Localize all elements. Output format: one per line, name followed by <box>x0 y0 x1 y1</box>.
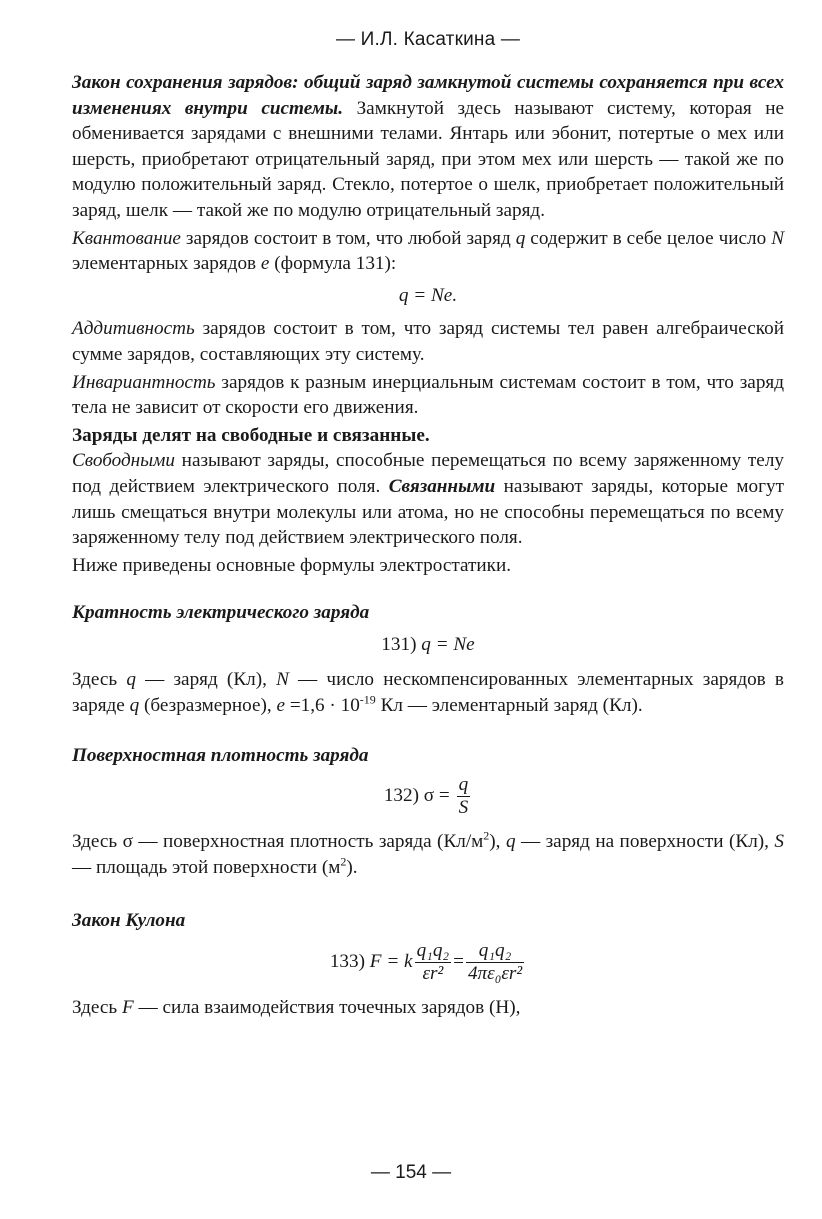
paragraph-additivity <box>72 316 784 367</box>
fraction-denominator: 4πε₀εr² <box>467 963 523 985</box>
equation-number: 132) <box>383 785 419 807</box>
paragraph-conservation-law <box>72 70 784 224</box>
exponent: 2 <box>340 854 347 869</box>
fraction-numerator: q <box>458 774 469 796</box>
fraction-q-over-s <box>457 774 471 819</box>
symbol-N: N <box>276 669 289 691</box>
paragraph-charge-types: Заряды делят на свободные и связанные. <box>72 424 430 446</box>
fraction-numerator: q₁q₂ <box>466 940 524 963</box>
section-title-132: Поверхностная плотность заряда <box>72 744 369 766</box>
text-segment: (безразмерное), <box>139 695 277 717</box>
fraction-coulomb-1 <box>415 940 452 985</box>
text-segment: =1,6 · 10 <box>285 695 360 717</box>
symbol-q: q <box>515 227 526 249</box>
symbol-N: N <box>771 227 785 249</box>
equals-sign: = <box>453 950 464 972</box>
text-segment: элементарных зарядов <box>72 253 261 275</box>
paragraph-free-bound <box>72 448 784 550</box>
text-segment: Кл — элементарный заряд (Кл). <box>375 695 643 717</box>
equation-131 <box>72 632 784 658</box>
text-segment: зарядов состоит в том, что любой заряд <box>180 227 516 249</box>
description-131 <box>72 667 784 718</box>
text-segment: Здесь <box>72 997 122 1019</box>
description-132 <box>72 829 784 880</box>
running-header: — И.Л. Касаткина — <box>335 29 521 50</box>
equation-133 <box>72 940 784 985</box>
text-segment: — заряд на поверхности (Кл), <box>515 831 775 853</box>
term-free: Свободными <box>72 450 176 472</box>
page-content <box>72 28 784 1021</box>
term-quantization: Квантование <box>72 227 181 249</box>
conservation-law-text: Замкнутой здесь называют систему, которая не обменивается зарядами с внешними телами. Янтарь или эбонит, потертые о мех или шерсть, приобретают отрицательный заряд, при этом мех или шерсть — такой же по модулю положительный заряд. Стекло, потертое о шелк, приобретает положительный заряд, шелк — такой же по модулю отрицательный заряд. <box>72 97 784 221</box>
text-segment: называют заряды, способные перемещаться по всему заряженному телу под действием электрического поля. <box>72 450 784 497</box>
equation-number: 133) <box>329 950 365 972</box>
symbol-e: e <box>276 695 286 717</box>
section-title-131: Кратность электрического заряда <box>72 602 370 624</box>
text-segment: ). <box>346 856 358 878</box>
equation-lhs: F = k <box>369 950 413 972</box>
symbol-q: q <box>505 831 516 853</box>
formula-q-equals-ne: q = Ne. <box>398 284 458 306</box>
symbol-q: q <box>129 695 140 717</box>
symbol-S: S <box>774 831 784 853</box>
term-invariance: Инвариантность <box>72 371 216 393</box>
text-segment: ), <box>489 831 506 853</box>
text-segment: зарядов состоит в том, что заряд системы тел равен алгебраической сумме зарядов, составляющих эту систему. <box>72 318 784 365</box>
conservation-law-lead: Закон сохранения зарядов: общий заряд замкнутой системы сохраняется при всех изменениях внутри системы. <box>72 72 784 119</box>
text-segment: — площадь этой поверхности (м <box>72 856 341 878</box>
section-title-133: Закон Кулона <box>72 910 186 932</box>
equation-lhs: σ = <box>423 785 450 807</box>
fraction-denominator: S <box>458 797 469 819</box>
text-segment: — число нескомпенсированных элементарных зарядов в заряде <box>72 669 784 717</box>
text-segment: называют заряды, которые могут лишь смещаться внутри молекулы или атома, но не способны перемещаться по всему заряженному телу под действием электрического поля. <box>72 475 784 549</box>
term-bound: Связанными <box>388 475 496 497</box>
exponent: -19 <box>359 692 376 707</box>
text-segment: (формула 131): <box>269 253 397 275</box>
paragraph-invariance <box>72 370 784 421</box>
text-segment: Здесь σ — поверхностная плотность заряда (Кл/м <box>72 831 484 853</box>
equation-number: 131) <box>381 633 417 655</box>
equation-132 <box>72 774 784 819</box>
exponent: 2 <box>483 828 490 843</box>
text-segment: зарядов к разным инерциальным системам состоит в том, что заряд тела не зависит от скорости его движения. <box>72 371 784 419</box>
equation-body: q = Ne <box>421 633 475 655</box>
term-additivity: Аддитивность <box>72 318 195 340</box>
text-segment: Здесь <box>72 669 127 691</box>
description-133 <box>72 995 784 1021</box>
text-segment: — заряд (Кл), <box>135 669 277 691</box>
page-number: — 154 — <box>370 1162 452 1183</box>
fraction-denominator: εr² <box>422 963 444 985</box>
fraction-coulomb-2 <box>466 940 524 985</box>
paragraph-intro-formulas: Ниже приведены основные формулы электростатики. <box>72 554 512 576</box>
text-segment: — сила взаимодействия точечных зарядов (Н), <box>133 997 521 1019</box>
symbol-q: q <box>126 669 136 691</box>
symbol-F: F <box>121 997 134 1019</box>
fraction-numerator: q₁q₂ <box>416 940 450 962</box>
text-segment: содержит в себе целое число <box>525 227 772 249</box>
paragraph-quantization <box>72 226 784 277</box>
symbol-e: e <box>260 253 270 275</box>
